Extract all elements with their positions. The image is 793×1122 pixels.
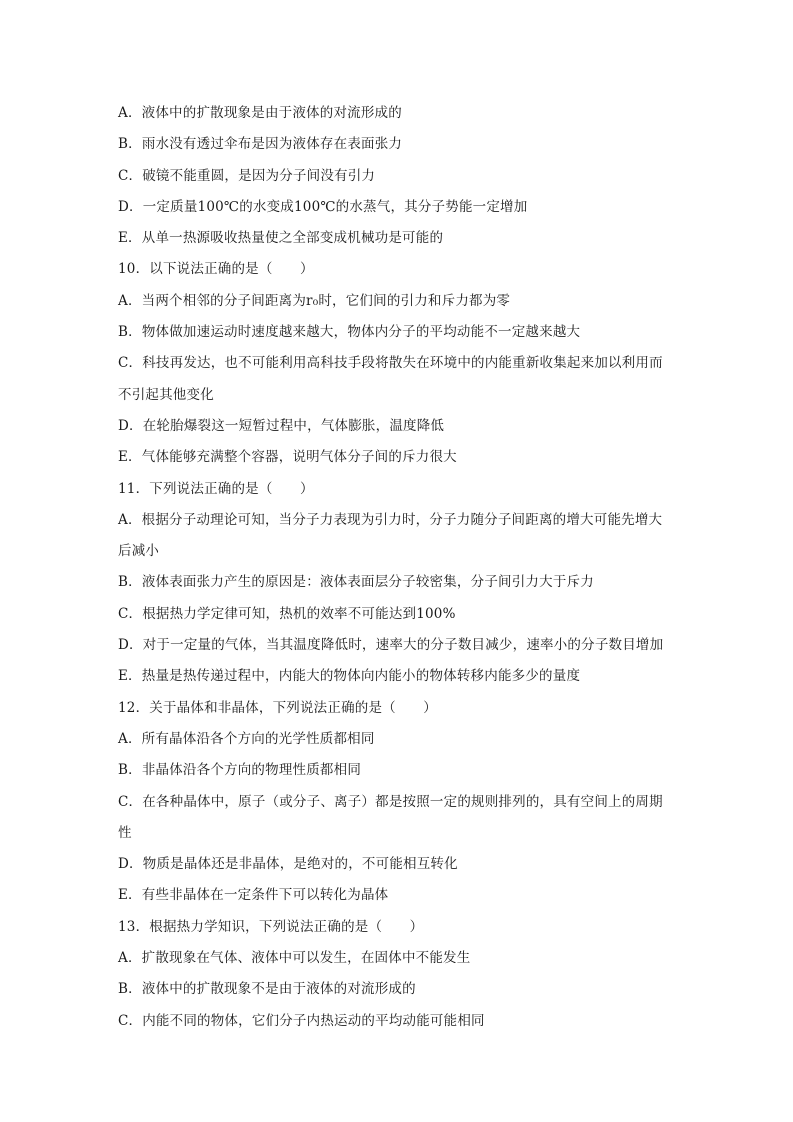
text-line: C．根据热力学定律可知，热机的效率不可能达到100% xyxy=(118,605,456,622)
question-text-block xyxy=(118,101,688,1040)
text-line: D．物质是晶体还是非晶体，是绝对的，不可能相互转化 xyxy=(118,856,458,873)
text-line: 不引起其他变化 xyxy=(118,386,214,403)
text-line: B．雨水没有透过伞布是因为液体存在表面张力 xyxy=(118,136,403,153)
text-line: E．从单一热源吸收热量使之全部变成机械功是可能的 xyxy=(118,230,444,247)
question-heading: 10．以下说法正确的是（ ） xyxy=(118,261,314,278)
text-line: B．液体表面张力产生的原因是：液体表面层分子较密集，分子间引力大于斥力 xyxy=(118,574,594,591)
text-line: C．科技再发达，也不可能利用高科技手段将散失在环境中的内能重新收集起来加以利用而 xyxy=(118,355,663,372)
text-line: C．在各种晶体中，原子（或分子、离子）都是按照一定的规则排列的，具有空间上的周期 xyxy=(118,793,663,810)
text-line: E．有些非晶体在一定条件下可以转化为晶体 xyxy=(118,887,389,904)
text-line: A．当两个相邻的分子间距离为r₀时，它们间的引力和斥力都为零 xyxy=(118,292,511,309)
text-line: C．内能不同的物体，它们分子内热运动的平均动能可能相同 xyxy=(118,1012,485,1029)
text-line: B．液体中的扩散现象不是由于液体的对流形成的 xyxy=(118,981,416,998)
text-line: E．热量是热传递过程中，内能大的物体向内能小的物体转移内能多少的量度 xyxy=(118,668,581,685)
text-line: E．气体能够充满整个容器，说明气体分子间的斥力很大 xyxy=(118,449,457,466)
text-line: D．一定质量100℃的水变成100℃的水蒸气，其分子势能一定增加 xyxy=(118,198,528,215)
text-line: A．根据分子动理论可知，当分子力表现为引力时，分子力随分子间距离的增大可能先增大 xyxy=(118,511,663,528)
question-heading: 11．下列说法正确的是（ ） xyxy=(118,480,314,497)
text-line: C．破镜不能重圆，是因为分子间没有引力 xyxy=(118,167,376,184)
question-heading: 13．根据热力学知识，下列说法正确的是（ ） xyxy=(118,918,424,935)
text-line: B．物体做加速运动时速度越来越大，物体内分子的平均动能不一定越来越大 xyxy=(118,324,581,341)
text-line: D．对于一定量的气体，当其温度降低时，速率大的分子数目减少，速率小的分子数目增加 xyxy=(118,637,664,654)
question-heading: 12．关于晶体和非晶体，下列说法正确的是（ ） xyxy=(118,699,437,716)
text-line: A．扩散现象在气体、液体中可以发生，在固体中不能发生 xyxy=(118,950,471,967)
text-line: D．在轮胎爆裂这一短暂过程中，气体膨胀，温度降低 xyxy=(118,417,445,434)
text-line: 性 xyxy=(118,824,132,841)
text-line: 后减小 xyxy=(118,543,160,560)
text-line: A．所有晶体沿各个方向的光学性质都相同 xyxy=(118,730,375,747)
text-line: A．液体中的扩散现象是由于液体的对流形成的 xyxy=(118,105,402,121)
text-line: B．非晶体沿各个方向的物理性质都相同 xyxy=(118,762,362,779)
